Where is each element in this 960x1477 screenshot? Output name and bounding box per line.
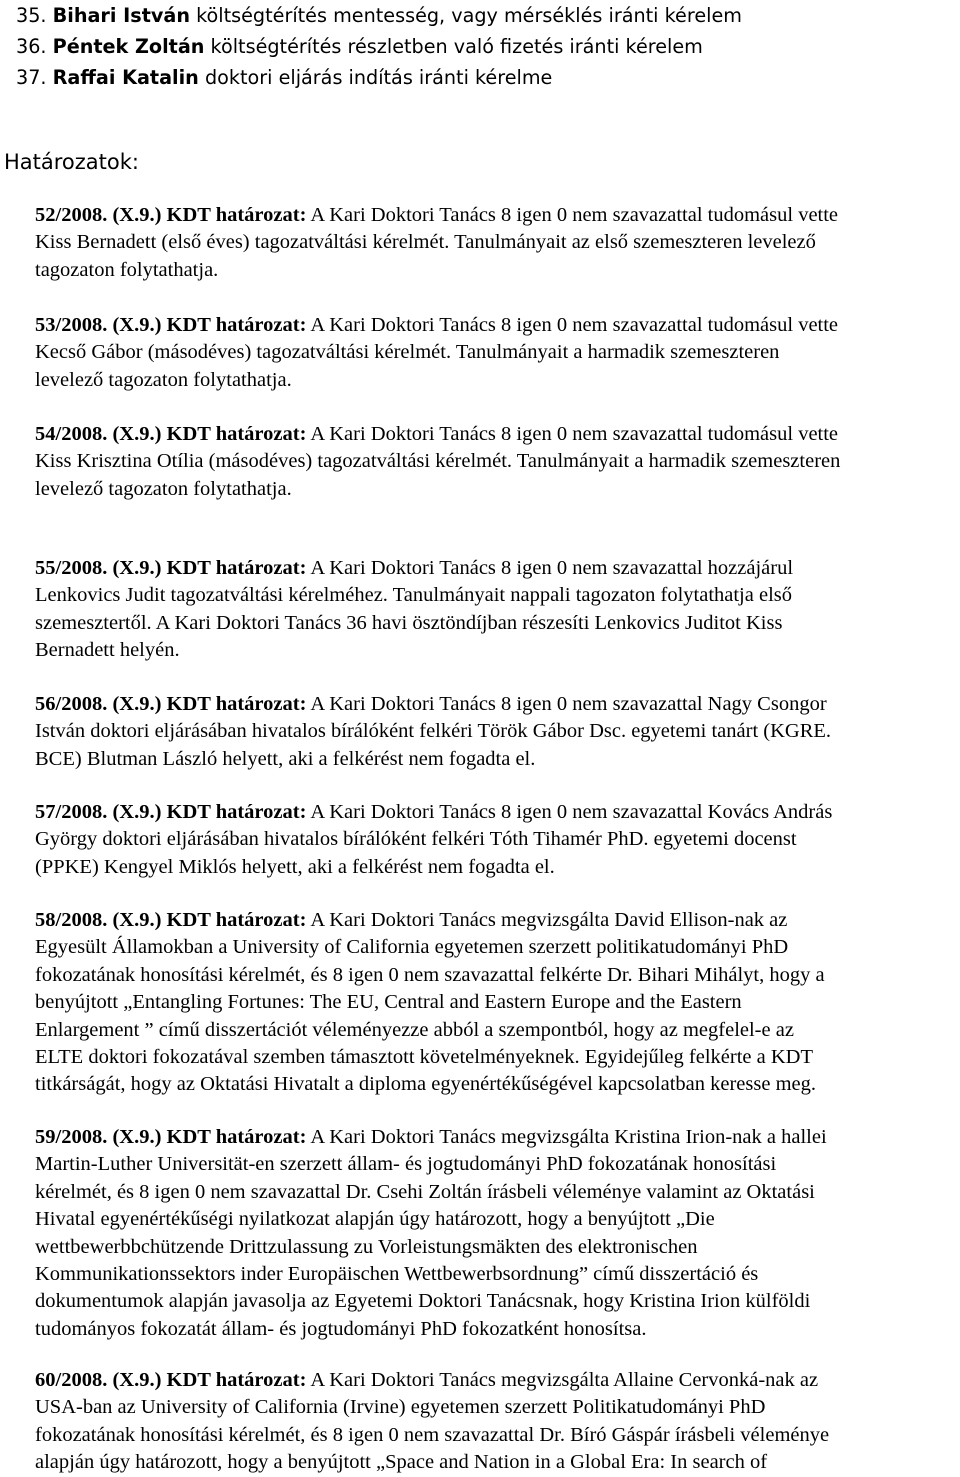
resolution-paragraph — [35, 421, 960, 503]
resolution-text: A Kari Doktori Tanács megvizsgálta Allaine Cervonká-nak az — [306, 1369, 819, 1391]
resolution-paragraph — [35, 691, 960, 773]
resolution-line: Bernadett helyén. — [35, 639, 180, 662]
agenda-item — [16, 0, 742, 31]
resolution-line — [35, 907, 960, 934]
resolution-line — [35, 691, 960, 718]
agenda-item — [16, 31, 742, 62]
resolution-paragraph — [35, 1367, 960, 1477]
resolution-line: Kiss Bernadett (első éves) tagozatváltási kérelmét. Tanulmányait az első szemeszteren levelező — [35, 231, 816, 254]
resolution-line — [35, 799, 960, 826]
agenda-item-number: 36. — [16, 35, 53, 58]
agenda-item-text: költségtérítés mentesség, vagy mérséklés iránti kérelem — [190, 4, 742, 27]
resolution-line — [35, 421, 960, 448]
resolution-line: alapján úgy határozott, hogy a benyújtott „Space and Nation in a Global Era: In search of — [35, 1451, 768, 1474]
agenda-item-name: Bihari István — [52, 4, 191, 27]
resolution-id: 58/2008. (X.9.) KDT határozat: — [35, 909, 307, 931]
resolution-paragraph — [35, 312, 960, 394]
resolution-paragraph — [35, 799, 960, 881]
resolution-line: USA-ban az University of California (Irvine) egyetemen szerzett Politikatudományi PhD — [35, 1396, 766, 1419]
resolution-id: 60/2008. (X.9.) KDT határozat: — [35, 1369, 307, 1391]
resolution-paragraph — [35, 907, 960, 1099]
resolution-line: ELTE doktori fokozatával szemben támasztott követelményeknek. Egyidejűleg felkérte a KDT — [35, 1046, 813, 1069]
resolution-paragraph — [35, 1124, 960, 1343]
resolution-line: fokozatának honosítási kérelmét, és 8 igen 0 nem szavazattal felkérte Dr. Bihari Mihályt, hogy a — [35, 963, 825, 986]
resolution-line — [35, 312, 960, 339]
resolution-text: A Kari Doktori Tanács 8 igen 0 nem szavazattal Nagy Csongor — [306, 693, 827, 715]
resolution-line: Egyesült Államokban a University of California egyetemen szerzett politikatudományi PhD — [35, 936, 789, 959]
resolution-text: A Kari Doktori Tanács 8 igen 0 nem szavazattal tudomásul vette — [306, 204, 839, 226]
agenda-item-text: doktori eljárás indítás iránti kérelme — [198, 66, 553, 89]
resolution-line: Martin-Luther Universität-en szerzett állam- és jogtudományi PhD fokozatának honosítási — [35, 1153, 777, 1176]
agenda-item-number: 37. — [16, 66, 53, 89]
resolution-line: fokozatának honosítási kérelmét, és 8 igen 0 nem szavazattal Dr. Bíró Gáspár írásbeli véleménye — [35, 1423, 830, 1446]
resolution-line: levelező tagozaton folytathatja. — [35, 368, 292, 391]
agenda-item-text: költségtérítés részletben való fizetés iránti kérelem — [204, 35, 703, 58]
resolution-line: Enlargement ” című disszertációt véleményezze abból a szempontból, hogy az megfelel-e az — [35, 1018, 794, 1041]
resolution-id: 54/2008. (X.9.) KDT határozat: — [35, 423, 307, 445]
resolution-paragraph — [35, 555, 960, 665]
resolution-line: István doktori eljárásában hivatalos bírálóként felkéri Török Gábor Dsc. egyetemi tanárt (KGRE. — [35, 720, 832, 743]
resolution-line — [35, 555, 960, 582]
resolution-line: Kiss Krisztina Otília (másodéves) tagozatváltási kérelmét. Tanulmányait a harmadik szemeszteren — [35, 450, 841, 473]
resolution-text: A Kari Doktori Tanács megvizsgálta David Ellison-nak az — [306, 909, 788, 931]
resolution-line: dokumentumok alapján javasolja az Egyetemi Doktori Tanácsnak, hogy Kristina Irion külföldi — [35, 1290, 811, 1313]
resolution-line: György doktori eljárásában hivatalos bírálóként felkéri Tóth Tihamér PhD. egyetemi docenst — [35, 828, 797, 851]
resolution-line: (PPKE) Kengyel Miklós helyett, aki a felkérést nem fogadta el. — [35, 855, 555, 878]
resolution-line — [35, 1367, 960, 1394]
agenda-item-number: 35. — [16, 4, 53, 27]
agenda-item-name: Raffai Katalin — [52, 66, 199, 89]
resolution-text: A Kari Doktori Tanács 8 igen 0 nem szavazattal tudomásul vette — [306, 423, 839, 445]
resolution-text: A Kari Doktori Tanács 8 igen 0 nem szavazattal hozzájárul — [306, 557, 794, 579]
resolution-line: szemesztertől. A Kari Doktori Tanács 36 havi ösztöndíjban részesíti Lenkovics Juditot Kiss — [35, 611, 783, 634]
agenda-list — [16, 0, 742, 93]
resolutions-heading: Határozatok: — [4, 150, 139, 174]
resolution-text: A Kari Doktori Tanács megvizsgálta Kristina Irion-nak a hallei — [306, 1126, 827, 1148]
resolution-line: levelező tagozaton folytathatja. — [35, 477, 292, 500]
resolution-line: Lenkovics Judit tagozatváltási kérelméhez. Tanulmányait nappali tagozaton folytathatja első — [35, 584, 792, 607]
resolution-paragraph — [35, 202, 960, 284]
resolution-line: Kommunikationssektors inder Europäischen Wettbewerbsordnung” című disszertáció és — [35, 1263, 759, 1286]
resolution-line: benyújtott „Entangling Fortunes: The EU, Central and Eastern Europe and the Eastern — [35, 991, 742, 1014]
resolution-line: tudományos fokozatát állam- és jogtudományi PhD fokozatként honosítsa. — [35, 1317, 647, 1340]
resolution-id: 52/2008. (X.9.) KDT határozat: — [35, 204, 307, 226]
resolution-line: wettbewerbbchützende Drittzulassung zu Vorleistungsmäkten des elektronischen — [35, 1235, 698, 1258]
resolution-line: Kecső Gábor (másodéves) tagozatváltási kérelmét. Tanulmányait a harmadik szemeszteren — [35, 341, 780, 364]
resolution-line: kérelmét, és 8 igen 0 nem szavazattal Dr. Csehi Zoltán írásbeli véleménye valamint az Oktatási — [35, 1180, 815, 1203]
resolution-id: 57/2008. (X.9.) KDT határozat: — [35, 801, 307, 823]
resolution-text: A Kari Doktori Tanács 8 igen 0 nem szavazattal tudomásul vette — [306, 314, 839, 336]
resolution-line: titkárságát, hogy az Oktatási Hivatalt a diploma egyenértékűségével kapcsolatban keresse meg. — [35, 1073, 816, 1096]
resolution-line — [35, 202, 960, 229]
resolution-id: 59/2008. (X.9.) KDT határozat: — [35, 1126, 307, 1148]
resolution-line: tagozaton folytathatja. — [35, 258, 219, 281]
resolution-id: 53/2008. (X.9.) KDT határozat: — [35, 314, 307, 336]
agenda-item-name: Péntek Zoltán — [52, 35, 205, 58]
resolution-id: 56/2008. (X.9.) KDT határozat: — [35, 693, 307, 715]
resolution-line: BCE) Blutman László helyett, aki a felkérést nem fogadta el. — [35, 747, 536, 770]
resolution-line — [35, 1124, 960, 1151]
resolution-id: 55/2008. (X.9.) KDT határozat: — [35, 557, 307, 579]
agenda-item — [16, 62, 742, 93]
resolution-text: A Kari Doktori Tanács 8 igen 0 nem szavazattal Kovács András — [306, 801, 833, 823]
resolution-line: Hivatal egyenértékűségi nyilatkozat alapján úgy határozott, hogy a benyújtott „Die — [35, 1208, 715, 1231]
